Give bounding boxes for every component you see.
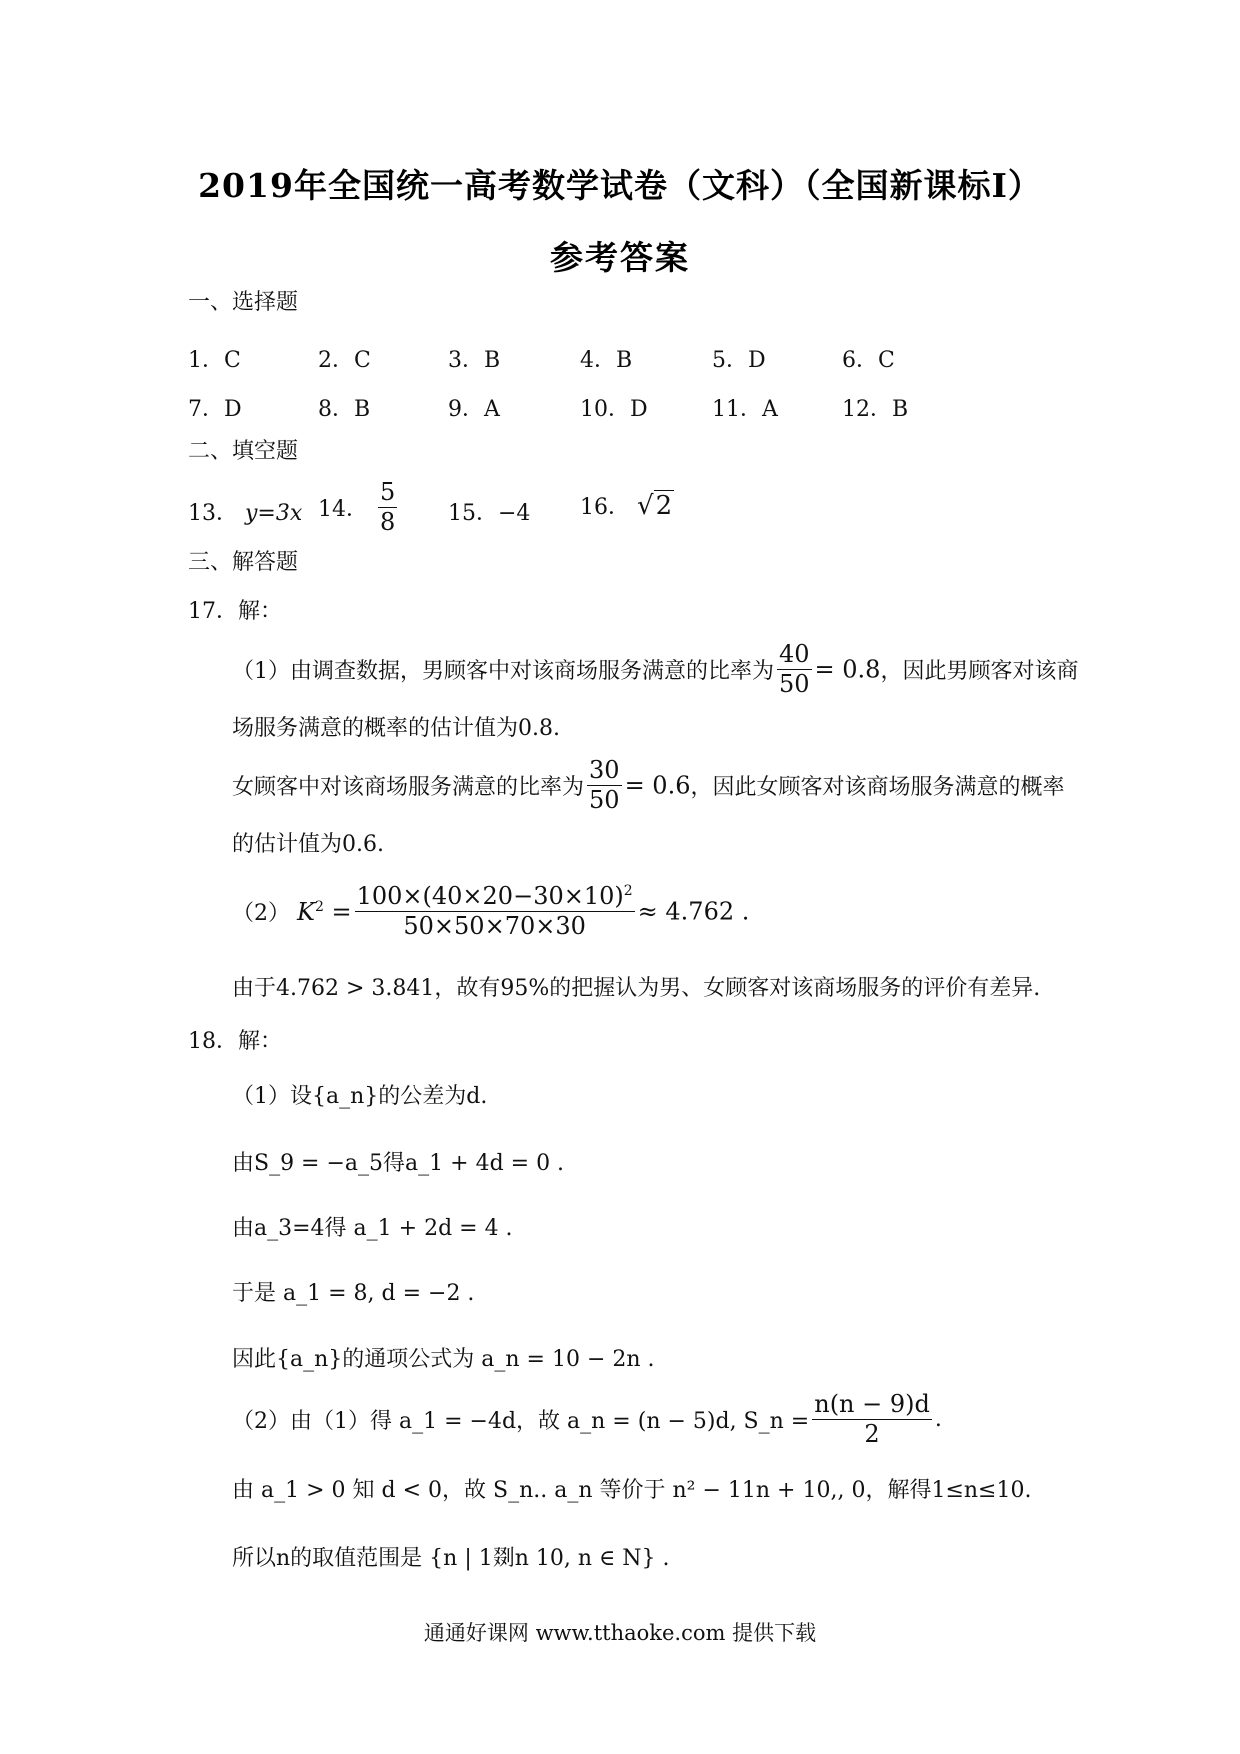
section-heading-solve: 三、解答题 (188, 550, 299, 575)
question-17-label: 17．解： (188, 599, 282, 624)
choice-answer: 12．B (842, 397, 909, 422)
numerator-text: 100×(40×20−30×10) (356, 882, 624, 910)
statistic-symbol: $K^2$ = (297, 897, 352, 926)
fraction-denominator: 50 (779, 670, 810, 699)
choice-answer: 7．D (188, 397, 242, 422)
fraction (812, 1392, 932, 1447)
choice-answer: 4．B (580, 348, 633, 373)
section-heading-fill: 二、填空题 (188, 439, 299, 464)
square-root: √2 (637, 491, 673, 521)
q18-line6 (232, 1392, 942, 1447)
q18-line2: 由S_9 = −a_5得a_1 + 4d = 0 . (232, 1151, 565, 1176)
choice-answer: 2．C (318, 348, 371, 373)
q18-line3: 由a_3=4得 a_1 + 2d = 4 . (232, 1216, 513, 1241)
q17-part1-line3 (232, 758, 1064, 813)
fill-answer-label: 14． (318, 497, 368, 523)
choice-answer: 9．A (448, 397, 500, 422)
choice-answer: 8．B (318, 397, 371, 422)
choice-answer: 5．D (712, 348, 766, 373)
choice-answer: 11．A (712, 397, 778, 422)
fill-answer-label: 13． (188, 501, 238, 526)
fraction-numerator: 40 (777, 642, 812, 670)
question-18-label: 18．解： (188, 1029, 282, 1054)
fraction-denominator: 8 (380, 508, 396, 537)
q17-conclusion: 由于4.762 > 3.841，故有95%的把握认为男、女顾客对该商场服务的评价有差异. (232, 976, 1041, 1001)
equation-value: = 0.8 (814, 655, 881, 684)
choice-answer: 10．D (580, 397, 648, 422)
q17-part1-line4: 的估计值为0.6. (232, 832, 384, 857)
fraction-numerator: 5 (378, 480, 397, 508)
fill-answer-16 (580, 490, 674, 521)
page-title: 2019年全国统一高考数学试卷（文科）（全国新课标Ⅰ） (198, 166, 1042, 205)
fill-answer-label: 16． (580, 495, 630, 520)
page-subtitle: 参考答案 (550, 238, 690, 277)
fraction-numerator: 30 (587, 758, 622, 786)
equation-value: ≈ 4.762 . (637, 897, 750, 926)
choice-answer: 3．B (448, 348, 501, 373)
fill-answer-13 (188, 496, 302, 527)
q18-line4: 于是 a_1 = 8, d = −2 . (232, 1281, 475, 1306)
fraction-numerator: n(n − 9)d (812, 1392, 932, 1420)
statistic-letter: K (297, 897, 315, 926)
fill-answer-value: y=3x (245, 501, 303, 526)
fraction (378, 480, 397, 535)
fraction-numerator: $100\times(40\times 20-30\times 10)^2$ (355, 884, 635, 912)
q18-line5: 因此{a_n}的通项公式为 a_n = 10 − 2n . (232, 1347, 655, 1372)
text-run: ，因此男顾客对该商 (880, 659, 1079, 685)
text-run: 女顾客中对该商场服务满意的比率为 (232, 775, 585, 801)
fraction-denominator: 50×50×70×30 (403, 912, 586, 941)
q18-line1: （1）设{a_n}的公差为d. (232, 1084, 488, 1109)
fraction (777, 642, 812, 697)
text-run: ，因此女顾客对该商场服务满意的概率 (690, 775, 1065, 801)
q17-part2-formula (232, 884, 749, 939)
fill-answer-15: 15．−4 (448, 501, 531, 526)
page-footer: 通通好课网 www.tthaoke.com 提供下载 (423, 1621, 817, 1645)
equation-value: = 0.6 (624, 771, 691, 800)
fill-answer-14 (318, 480, 400, 535)
q17-part1-line1 (232, 642, 1078, 697)
q18-line7: 由 a_1 > 0 知 d < 0，故 S_n.. a_n 等价于 n² − 11n + 10,, 0，解得1≤n≤10. (232, 1478, 1032, 1503)
radicand: 2 (655, 491, 673, 521)
choice-answer: 1．C (188, 348, 241, 373)
text-run: （2）由（1）得 a_1 = −4d，故 a_n = (n − 5)d, S_n = (232, 1409, 810, 1435)
fraction (355, 884, 635, 939)
choice-answer: 6．C (842, 348, 895, 373)
q17-part1-line2: 场服务满意的概率的估计值为0.8. (232, 716, 560, 741)
text-run: . (934, 1407, 942, 1433)
section-heading-choice: 一、选择题 (188, 290, 299, 315)
fraction-denominator: 50 (589, 786, 620, 815)
text-run: （1）由调查数据，男顾客中对该商场服务满意的比率为 (232, 659, 774, 685)
text-run: （2） (232, 901, 290, 927)
fraction-denominator: 2 (864, 1420, 880, 1449)
q18-line8: 所以n的取值范围是 {n | 1剟n 10, n ∈ N} . (232, 1546, 670, 1571)
fraction (587, 758, 622, 813)
